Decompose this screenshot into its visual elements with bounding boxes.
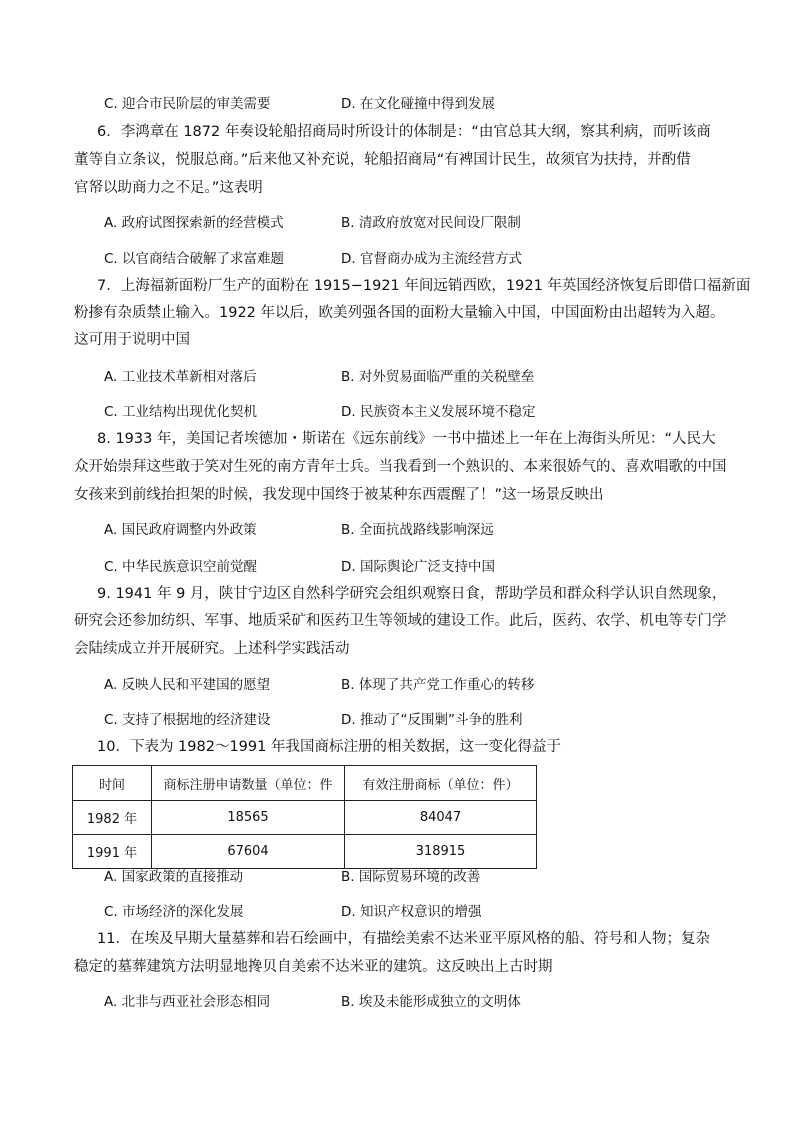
q6-option-c[interactable]: C. 以官商结合破解了求富难题 (104, 251, 285, 267)
q9-option-a[interactable]: A. 反映人民和平建国的愿望 (104, 677, 271, 693)
q7-stem-line-3: 这可用于说明中国 (74, 332, 190, 348)
table-row (73, 801, 537, 835)
trademark-data-table (72, 765, 537, 869)
table-cell: 1982 年 (73, 801, 152, 835)
table-header-cell: 时间 (73, 766, 152, 801)
table-header-cell: 有效注册商标（单位：件） (345, 766, 537, 801)
q11-stem-line-2: 稳定的墓葬建筑方法明显地搀贝自美索不达米亚的建筑。这反映出上古时期 (74, 959, 553, 975)
q7-option-a[interactable]: A. 工业技术革新相对落后 (104, 369, 257, 385)
q8-stem-line-3: 女孩来到前线抬担架的时候，我发现中国终于被某种东西震醒了！”这一场景反映出 (74, 487, 604, 503)
q7-option-b[interactable]: B. 对外贸易面临严重的关税壁垒 (341, 369, 535, 385)
q10-option-b[interactable]: B. 国际贸易环境的改善 (341, 869, 481, 885)
q9-stem-line-1: 9. 1941 年 9 月，陕甘宁边区自然科学研究会组织观察日食，帮助学员和群众科学认识自然现象， (97, 586, 727, 602)
q10-option-c[interactable]: C. 市场经济的深化发展 (104, 904, 244, 920)
q8-option-d[interactable]: D. 国际舆论广泛支持中国 (341, 559, 495, 575)
q8-option-a[interactable]: A. 国民政府调整内外政策 (104, 522, 257, 538)
q8-option-b[interactable]: B. 全面抗战路线影响深远 (341, 522, 494, 538)
q11-option-a[interactable]: A. 北非与西亚社会形态相同 (104, 994, 271, 1010)
table-header-row (73, 766, 537, 801)
table-row (73, 835, 537, 869)
table-cell: 1991 年 (73, 835, 152, 869)
table-cell: 67604 (152, 835, 345, 869)
table-cell: 84047 (345, 801, 537, 835)
q8-stem-line-2: 众开始崇拜这些敢于笑对生死的南方青年士兵。当我看到一个熟识的、本来很娇气的、喜欢唱歌的中国 (74, 459, 727, 475)
q10-stem-line-1: 10．下表为 1982～1991 年我国商标注册的相关数据，这一变化得益于 (97, 739, 561, 755)
q11-option-b[interactable]: B. 埃及未能形成独立的文明体 (341, 994, 521, 1010)
q9-option-d[interactable]: D. 推动了“反围剿”斗争的胜利 (341, 712, 523, 728)
q10-option-a[interactable]: A. 国家政策的直接推动 (104, 869, 244, 885)
q8-option-c[interactable]: C. 中华民族意识空前觉醒 (104, 559, 258, 575)
q6-stem-line-3: 官帑以助商力之不足。”这表明 (74, 180, 263, 196)
q7-option-d[interactable]: D. 民族资本主义发展环境不稳定 (341, 404, 536, 420)
q6-stem-line-1: 6．李鸿章在 1872 年奏设轮船招商局时所设计的体制是：“由官总其大纲，察其利病，而听该商 (97, 124, 711, 140)
q5-option-c[interactable]: C. 迎合市民阶层的审美需要 (104, 96, 271, 112)
q5-option-d[interactable]: D. 在文化碰撞中得到发展 (341, 96, 495, 112)
q7-stem-line-2: 粉掺有杂质禁止输入。1922 年以后，欧美列强各国的面粉大量输入中国，中国面粉由出超转为入超。 (74, 305, 725, 321)
q10-option-d[interactable]: D. 知识产权意识的增强 (341, 904, 482, 920)
q6-option-a[interactable]: A. 政府试图探索新的经营模式 (104, 215, 284, 231)
q6-option-d[interactable]: D. 官督商办成为主流经营方式 (341, 251, 522, 267)
q9-stem-line-2: 研究会还参加纺织、军事、地质采矿和医药卫生等领域的建设工作。此后，医药、农学、机电等专门学 (74, 613, 727, 629)
q11-stem-line-1: 11．在埃及早期大量墓葬和岩石绘画中，有描绘美索不达米亚平原风格的船、符号和人物；复杂 (97, 931, 710, 947)
q7-stem-line-1: 7．上海福新面粉厂生产的面粉在 1915−1921 年间远销西欧，1921 年英国经济恢复后即借口福新面 (97, 278, 751, 294)
q6-option-b[interactable]: B. 清政府放宽对民间设厂限制 (341, 215, 521, 231)
q7-option-c[interactable]: C. 工业结构出现优化契机 (104, 404, 258, 420)
q6-stem-line-2: 董等自立条议，悦服总商。”后来他又补充说，轮船招商局“有裨国计民生，故须官为扶持，并酌借 (74, 152, 691, 168)
table-header-cell: 商标注册申请数量（单位：件 (152, 766, 345, 801)
table-cell: 18565 (152, 801, 345, 835)
q8-stem-line-1: 8. 1933 年，美国记者埃德加・斯诺在《远东前线》一书中描述上一年在上海街头所见：“人民大 (97, 431, 716, 447)
q9-option-b[interactable]: B. 体现了共产党工作重心的转移 (341, 677, 535, 693)
q9-option-c[interactable]: C. 支持了根据地的经济建设 (104, 712, 271, 728)
q9-stem-line-3: 会陆续成立并开展研究。上述科学实践活动 (74, 641, 350, 657)
table-cell: 318915 (345, 835, 537, 869)
